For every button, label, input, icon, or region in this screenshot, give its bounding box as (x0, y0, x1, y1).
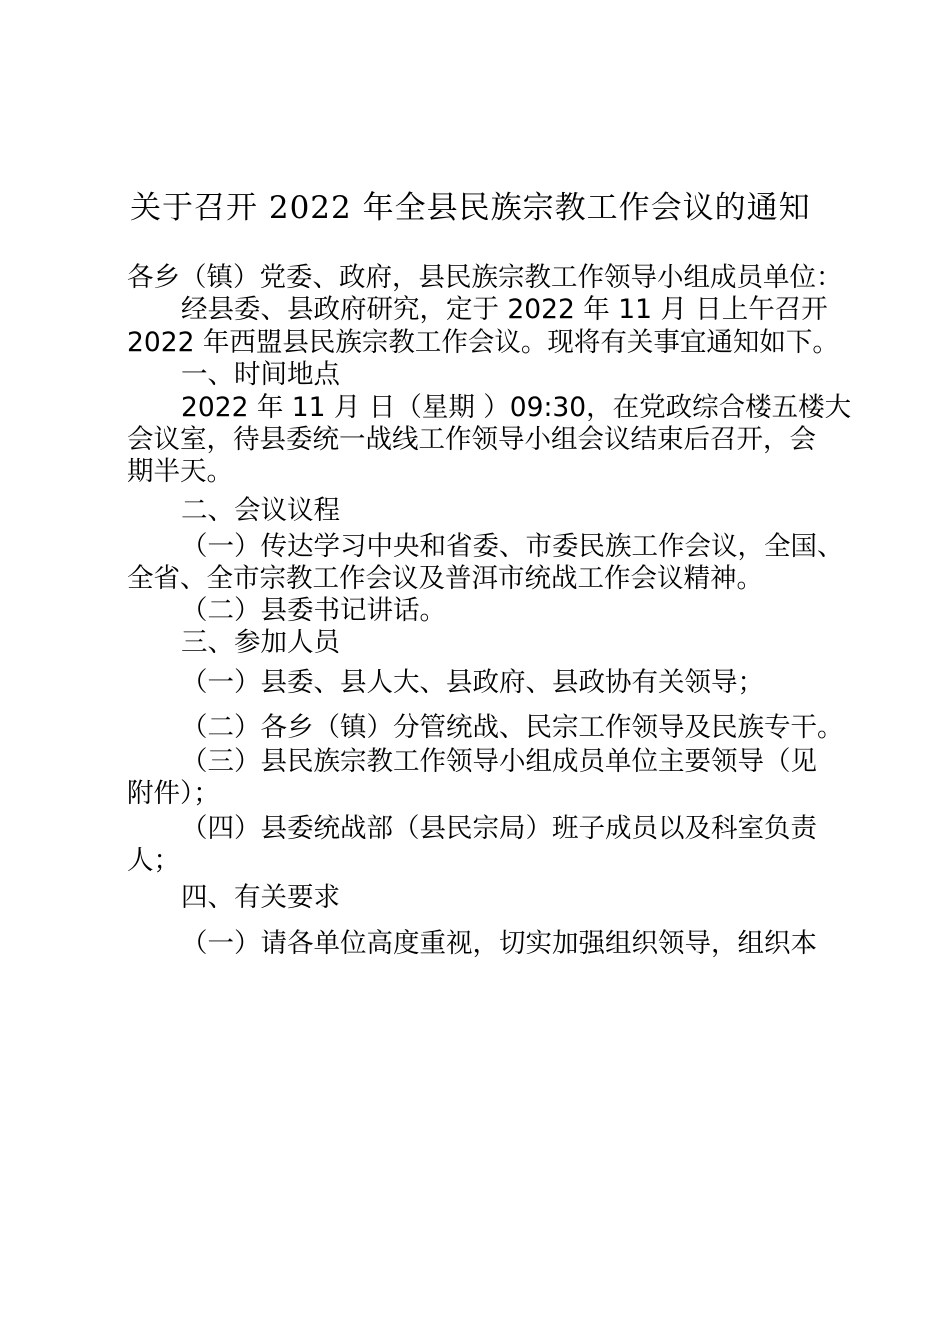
body-line: 2022 年西盟县民族宗教工作会议。现将有关事宜通知如下。 (127, 327, 839, 358)
body-line: 全省、全市宗教工作会议及普洱市统战工作会议精神。 (127, 563, 763, 594)
document-title: 关于召开 2022 年全县民族宗教工作会议的通知 (130, 190, 811, 226)
section-heading: 四、有关要求 (181, 882, 340, 913)
addressee-line: 各乡（镇）党委、政府，县民族宗教工作领导小组成员单位： (127, 262, 843, 293)
body-line: 人； (127, 845, 180, 876)
body-line: （一）传达学习中央和省委、市委民族工作会议，全国、 (181, 531, 844, 562)
section-heading: 一、时间地点 (181, 359, 340, 390)
section-heading: 三、参加人员 (181, 627, 340, 658)
body-line: （三）县民族宗教工作领导小组成员单位主要领导（见 (181, 746, 817, 777)
body-line: 会议室，待县委统一战线工作领导小组会议结束后召开，会 (127, 424, 816, 455)
body-line: （一）请各单位高度重视，切实加强组织领导，组织本 (181, 928, 817, 959)
body-line: （一）县委、县人大、县政府、县政协有关领导； (181, 667, 764, 698)
body-line: （四）县委统战部（县民宗局）班子成员以及科室负责 (181, 813, 817, 844)
body-line: （二）各乡（镇）分管统战、民宗工作领导及民族专干。 (181, 712, 844, 743)
body-line: 附件）； (127, 778, 220, 809)
body-line: （二）县委书记讲话。 (181, 595, 446, 626)
section-heading: 二、会议议程 (181, 495, 340, 526)
body-line: 经县委、县政府研究，定于 2022 年 11 月 日上午召开 (181, 294, 828, 325)
body-line: 期半天。 (127, 456, 233, 487)
body-line: 2022 年 11 月 日（星期 ）09:30，在党政综合楼五楼大 (181, 392, 852, 423)
